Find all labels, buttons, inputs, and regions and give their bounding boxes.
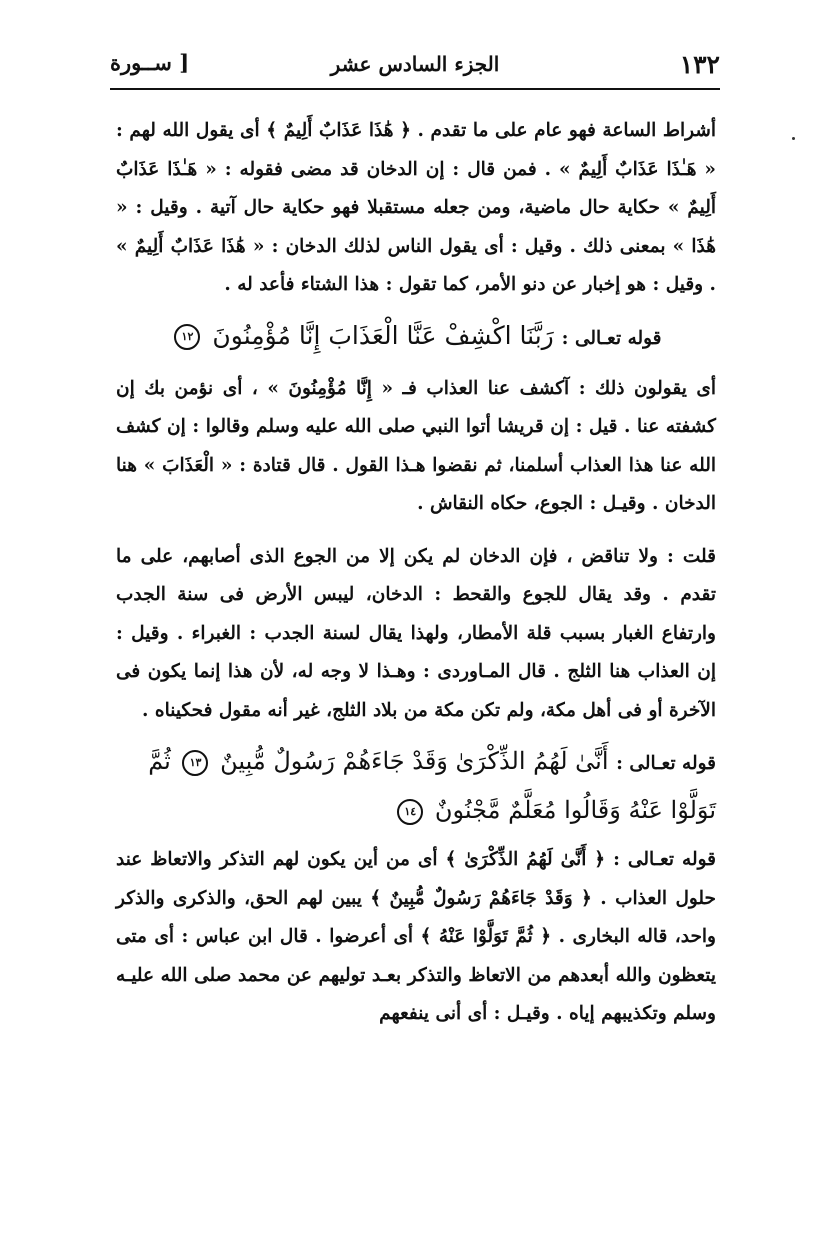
running-title: الجزء السادس عشر bbox=[330, 52, 500, 76]
verse-text: رَبَّنَا اكْشِفْ عَنَّا الْعَذَابَ إِنَّا مُؤْمِنُونَ bbox=[212, 320, 554, 350]
commentary-paragraph-2: أى يقولون ذلك : آكشف عنا العذاب فـ « إِنَّا مُؤْمِنُونَ » ، أى نؤمن بك إن كشفته عنا . قيل : إن قريشا أتوا النبي صلى الله عليه وسلم وقالوا : إن كشف الله عنا هذا العذاب أسلمنا، ثم نقضوا هـذا القول . قال قتادة : « الْعَذَابَ » هنا الدخان . وقيـل : الجوع، حكاه النقاش . bbox=[116, 377, 716, 514]
commentary-paragraph-3: قلت : ولا تناقض ، فإن الدخان لم يكن إلا من الجوع الذى أصابهم، على ما تقدم . وقد يقال للجوع والقحط : الدخان، ليبس الأرض فى سنة الجدب وارتفاع الغبار بسبب قلة الأمطار، ولهذا يقال لسنة الجدب : الغبراء . وقيل : إن العذاب هنا الثلج . قال المـاوردى : وهـذا لا وجه له، لأن هذا إنما يكون فى الآخرة أو فى أهل مكة، ولم تكن مكة من بلاد الثلج، غير أنه مقول فحكيناه . bbox=[116, 545, 716, 721]
surah-label: [ ســورة bbox=[110, 50, 190, 75]
verse-lead: قوله تعـالى : bbox=[616, 753, 716, 774]
page-header bbox=[110, 44, 720, 90]
verse-heading-13-14 bbox=[116, 738, 716, 833]
commentary-paragraph-4: قوله تعـالى : ﴿ أَنَّىٰ لَهُمُ الذِّكْرَىٰ ﴾ أى من أين يكون لهم التذكر والاتعاظ عند حلول العذاب . ﴿ وَقَدْ جَاءَهُمْ رَسُولٌ مُّبِينٌ ﴾ يبين لهم الحق، والذكرى والذكر واحد، قاله البخارى . ﴿ ثُمَّ تَوَلَّوْا عَنْهُ ﴾ أى أعرضوا . قال ابن عباس : أى متى يتعظون والله أبعدهم من الاتعاظ والتذكر بعـد توليهم عن محمد صلى الله عليـه وسلم وتكذيبهم إياه . وقيـل : أى أنى ينفعهم bbox=[116, 849, 716, 1024]
verse-text: تَوَلَّوْا عَنْهُ وَقَالُوا مُعَلَّمٌ مَّجْنُونٌ bbox=[434, 796, 716, 824]
page-body bbox=[116, 112, 716, 1034]
ayah-number-icon: ١٢ bbox=[174, 324, 200, 350]
verse-text: ثُمَّ bbox=[148, 747, 171, 775]
verse-heading-12 bbox=[116, 313, 716, 362]
verse-text: أَنَّىٰ لَهُمُ الذِّكْرَىٰ وَقَدْ جَاءَهُمْ رَسُولٌ مُّبِينٌ bbox=[220, 747, 609, 775]
ayah-number-icon: ١٣ bbox=[182, 750, 208, 776]
page-number: ١٣٢ bbox=[679, 50, 720, 79]
margin-mark bbox=[792, 137, 795, 140]
verse-lead: قوله تعـالى : bbox=[561, 327, 662, 349]
ayah-number-icon: ١٤ bbox=[397, 799, 423, 825]
commentary-paragraph-1: أشراط الساعة فهو عام على ما تقدم . ﴿ هَٰذَا عَذَابٌ أَلِيمٌ ﴾ أى يقول الله لهم : « هَـٰذَا عَذَابٌ أَلِيمٌ » . فمن قال : إن الدخان قد مضى فقوله : « هَـٰذَا عَذَابٌ أَلِيمٌ » حكاية حال ماضية، ومن جعله مستقبلا فهو حكاية حال آتية . وقيل : « هَٰذَا » بمعنى ذلك . وقيل : أى يقول الناس لذلك الدخان : « هَٰذَا عَذَابٌ أَلِيمٌ » . وقيل : هو إخبار عن دنو الأمر، كما تقول : هذا الشتاء فأعد له . bbox=[116, 120, 716, 295]
